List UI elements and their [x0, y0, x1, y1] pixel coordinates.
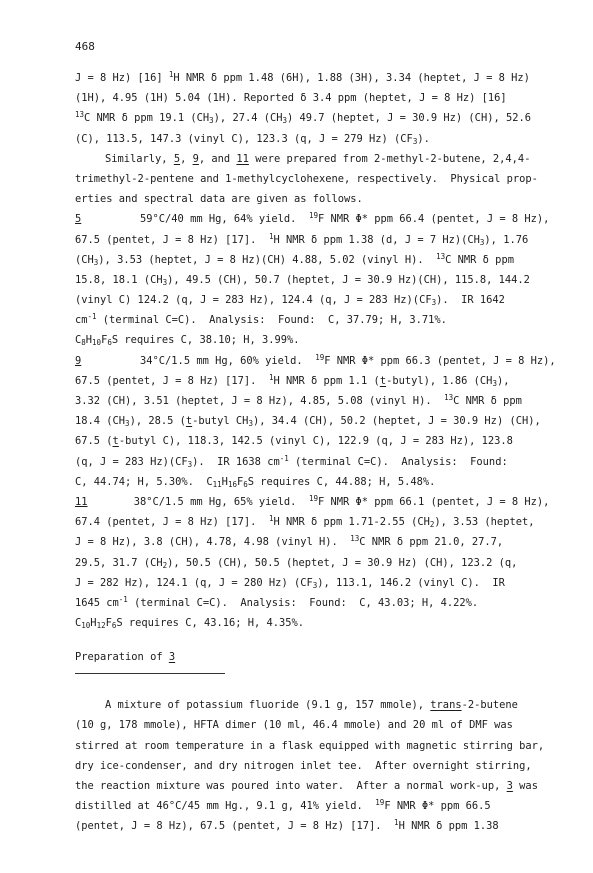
text-line: J = 8 Hz), 3.8 (CH), 4.78, 4.98 (vinyl H). $^{13}$C NMR δ ppm 21.0, 27.7,: [75, 534, 504, 549]
compound-5-data: [75, 209, 580, 350]
text-line: 11 38°C/1.5 mm Hg, 65% yield. $^{19}$F NMR Φ* ppm 66.1 (pentet, J = 8 Hz),: [75, 493, 550, 508]
section-heading: Preparation of 3: [75, 651, 176, 664]
text-line: (10 g, 178 mmole), HFTA dimer (10 ml, 46.4 mmole) and 20 ml of DMF was: [75, 719, 513, 732]
text-line: J = 282 Hz), 124.1 (q, J = 280 Hz) $(CF_3)$, 113.1, 146.2 (vinyl C). IR: [75, 576, 505, 590]
text-line: $^{13}$C NMR δ ppm 19.1 $(CH_3)$, 27.4 $(CH_3)$ 49.7 (heptet, J = 30.9 Hz) (CH), 52.6: [75, 110, 531, 126]
text-line: 67.5 (t-butyl C), 118.3, 142.5 (vinyl C), 122.9 (q, J = 283 Hz), 123.8: [75, 435, 513, 448]
compound-11-data: [75, 492, 580, 633]
text-line: 1645 $cm^{-1}$ (terminal C=C). Analysis: Found: C, 43.03; H, 4.22%.: [75, 594, 479, 609]
text-line: A mixture of potassium fluoride (9.1 g, 157 mmole), trans-2-butene: [105, 699, 518, 712]
compound-9-data: [75, 351, 580, 492]
text-line: $(CH_3)$, 3.53 (heptet, J = 8 Hz)(CH) 4.88, 5.02 (vinyl H). $^{13}$C NMR δ ppm: [75, 251, 514, 267]
text-line: 29.5, 31.7 $(CH_2)$, 50.5 (CH), 50.5 (heptet, J = 30.9 Hz) (CH), 123.2 (q,: [75, 556, 518, 570]
text-line: 67.5 (pentet, J = 8 Hz) [17]. $^1$H NMR δ ppm 1.38 (d, J = 7 $Hz)(CH_3)$, 1.76: [75, 231, 529, 247]
text-line: J = 8 Hz) [16] $^1$H NMR δ ppm 1.48 (6H), 1.88 (3H), 3.34 (heptet, J = 8 Hz): [75, 70, 530, 84]
text-line: the reaction mixture was poured into water. After a normal work-up, 3 was: [75, 780, 538, 792]
text-line: (1H), 4.95 (1H) 5.04 (1H). Reported δ 3.4 ppm (heptet, J = 8 Hz) [16]: [75, 92, 507, 105]
text-line: 18.4 $(CH_3)$, 28.5 (t-butyl $CH_3$), 34.4 (CH), 50.2 (heptet, J = 30.9 Hz) (CH),: [75, 415, 541, 429]
text-line: 9 34°C/1.5 mm Hg, 60% yield. $^{19}$F NMR Φ* ppm 66.3 (pentet, J = 8 Hz),: [75, 352, 556, 367]
page-number: 468: [75, 40, 95, 53]
text-line: Similarly, 5, 9, and 11 were prepared from 2-methyl-2-butene, 2,4,4-: [105, 152, 531, 165]
section-rule: [75, 667, 580, 685]
text-line: distilled at 46°C/45 mm Hg., 9.1 g, 41% yield. $^{19}$F NMR Φ* ppm 66.5: [75, 798, 491, 813]
text-line: dry ice-condenser, and dry nitrogen inlet tee. After overnight stirring,: [75, 759, 532, 772]
text-line: $cm^{-1}$ (terminal C=C). Analysis: Found: C, 37.79; H, 3.71%.: [75, 312, 447, 327]
text-line: $C_{10}H_{12}F_6S$ requires C, 43.16; H, 4.35%.: [75, 617, 305, 631]
similarly-paragraph: [75, 149, 580, 210]
text-line: C, 44.74; H, 5.30%. $C_{11}H_{16}F_6S$ requires C, 44.88; H, 5.48%.: [75, 475, 436, 489]
text-line: 3.32 (CH), 3.51 (heptet, J = 8 Hz), 4.85, 5.08 (vinyl H). $^{13}$C NMR δ ppm: [75, 393, 522, 407]
text-line: 5 59°C/40 mm Hg, 64% yield. $^{19}$F NMR Φ* ppm 66.4 (pentet, J = 8 Hz),: [75, 211, 550, 226]
text-line: 67.5 (pentet, J = 8 Hz) [17]. $^1$H NMR δ ppm 1.1 (t-butyl), 1.86 $(CH_3)$,: [75, 372, 510, 388]
text-line: (pentet, J = 8 Hz), 67.5 (pentet, J = 8 Hz) [17]. $^1$H NMR δ ppm 1.38: [75, 818, 499, 833]
text-line: (vinyl C) 124.2 (q, J = 283 Hz), 124.4 (q, J = 283 $Hz)(CF_3)$. IR 1642: [75, 294, 505, 308]
text-line: (q, J = 283 $Hz)(CF_3)$. IR 1638 $cm^{-1}$ (terminal C=C). Analysis: Found:: [75, 453, 508, 469]
text-line: (C), 113.5, 147.3 (vinyl C), 123.3 (q, J = 279 Hz) $(CF_3)$.: [75, 132, 430, 146]
text-line: trimethyl-2-pentene and 1-methylcyclohexene, respectively. Physical prop-: [75, 172, 538, 185]
text-line: stirred at room temperature in a flask equipped with magnetic stirring bar,: [75, 739, 545, 752]
text-line: $C_8H_{10}F_6S$ requires C, 38.10; H, 3.99%.: [75, 334, 300, 348]
text-line: 67.4 (pentet, J = 8 Hz) [17]. $^1$H NMR δ ppm 1.71-2.55 $(CH_2)$, 3.53 (heptet,: [75, 514, 535, 530]
page-body: [75, 68, 580, 837]
text-line: 15.8, 18.1 $(CH_3)$, 49.5 (CH), 50.7 (heptet, J = 30.9 Hz)(CH), 115.8, 144.2: [75, 273, 530, 287]
preparation-paragraph: [75, 695, 580, 836]
text-line: erties and spectral data are given as follows.: [75, 193, 363, 206]
intro-block: [75, 68, 580, 149]
